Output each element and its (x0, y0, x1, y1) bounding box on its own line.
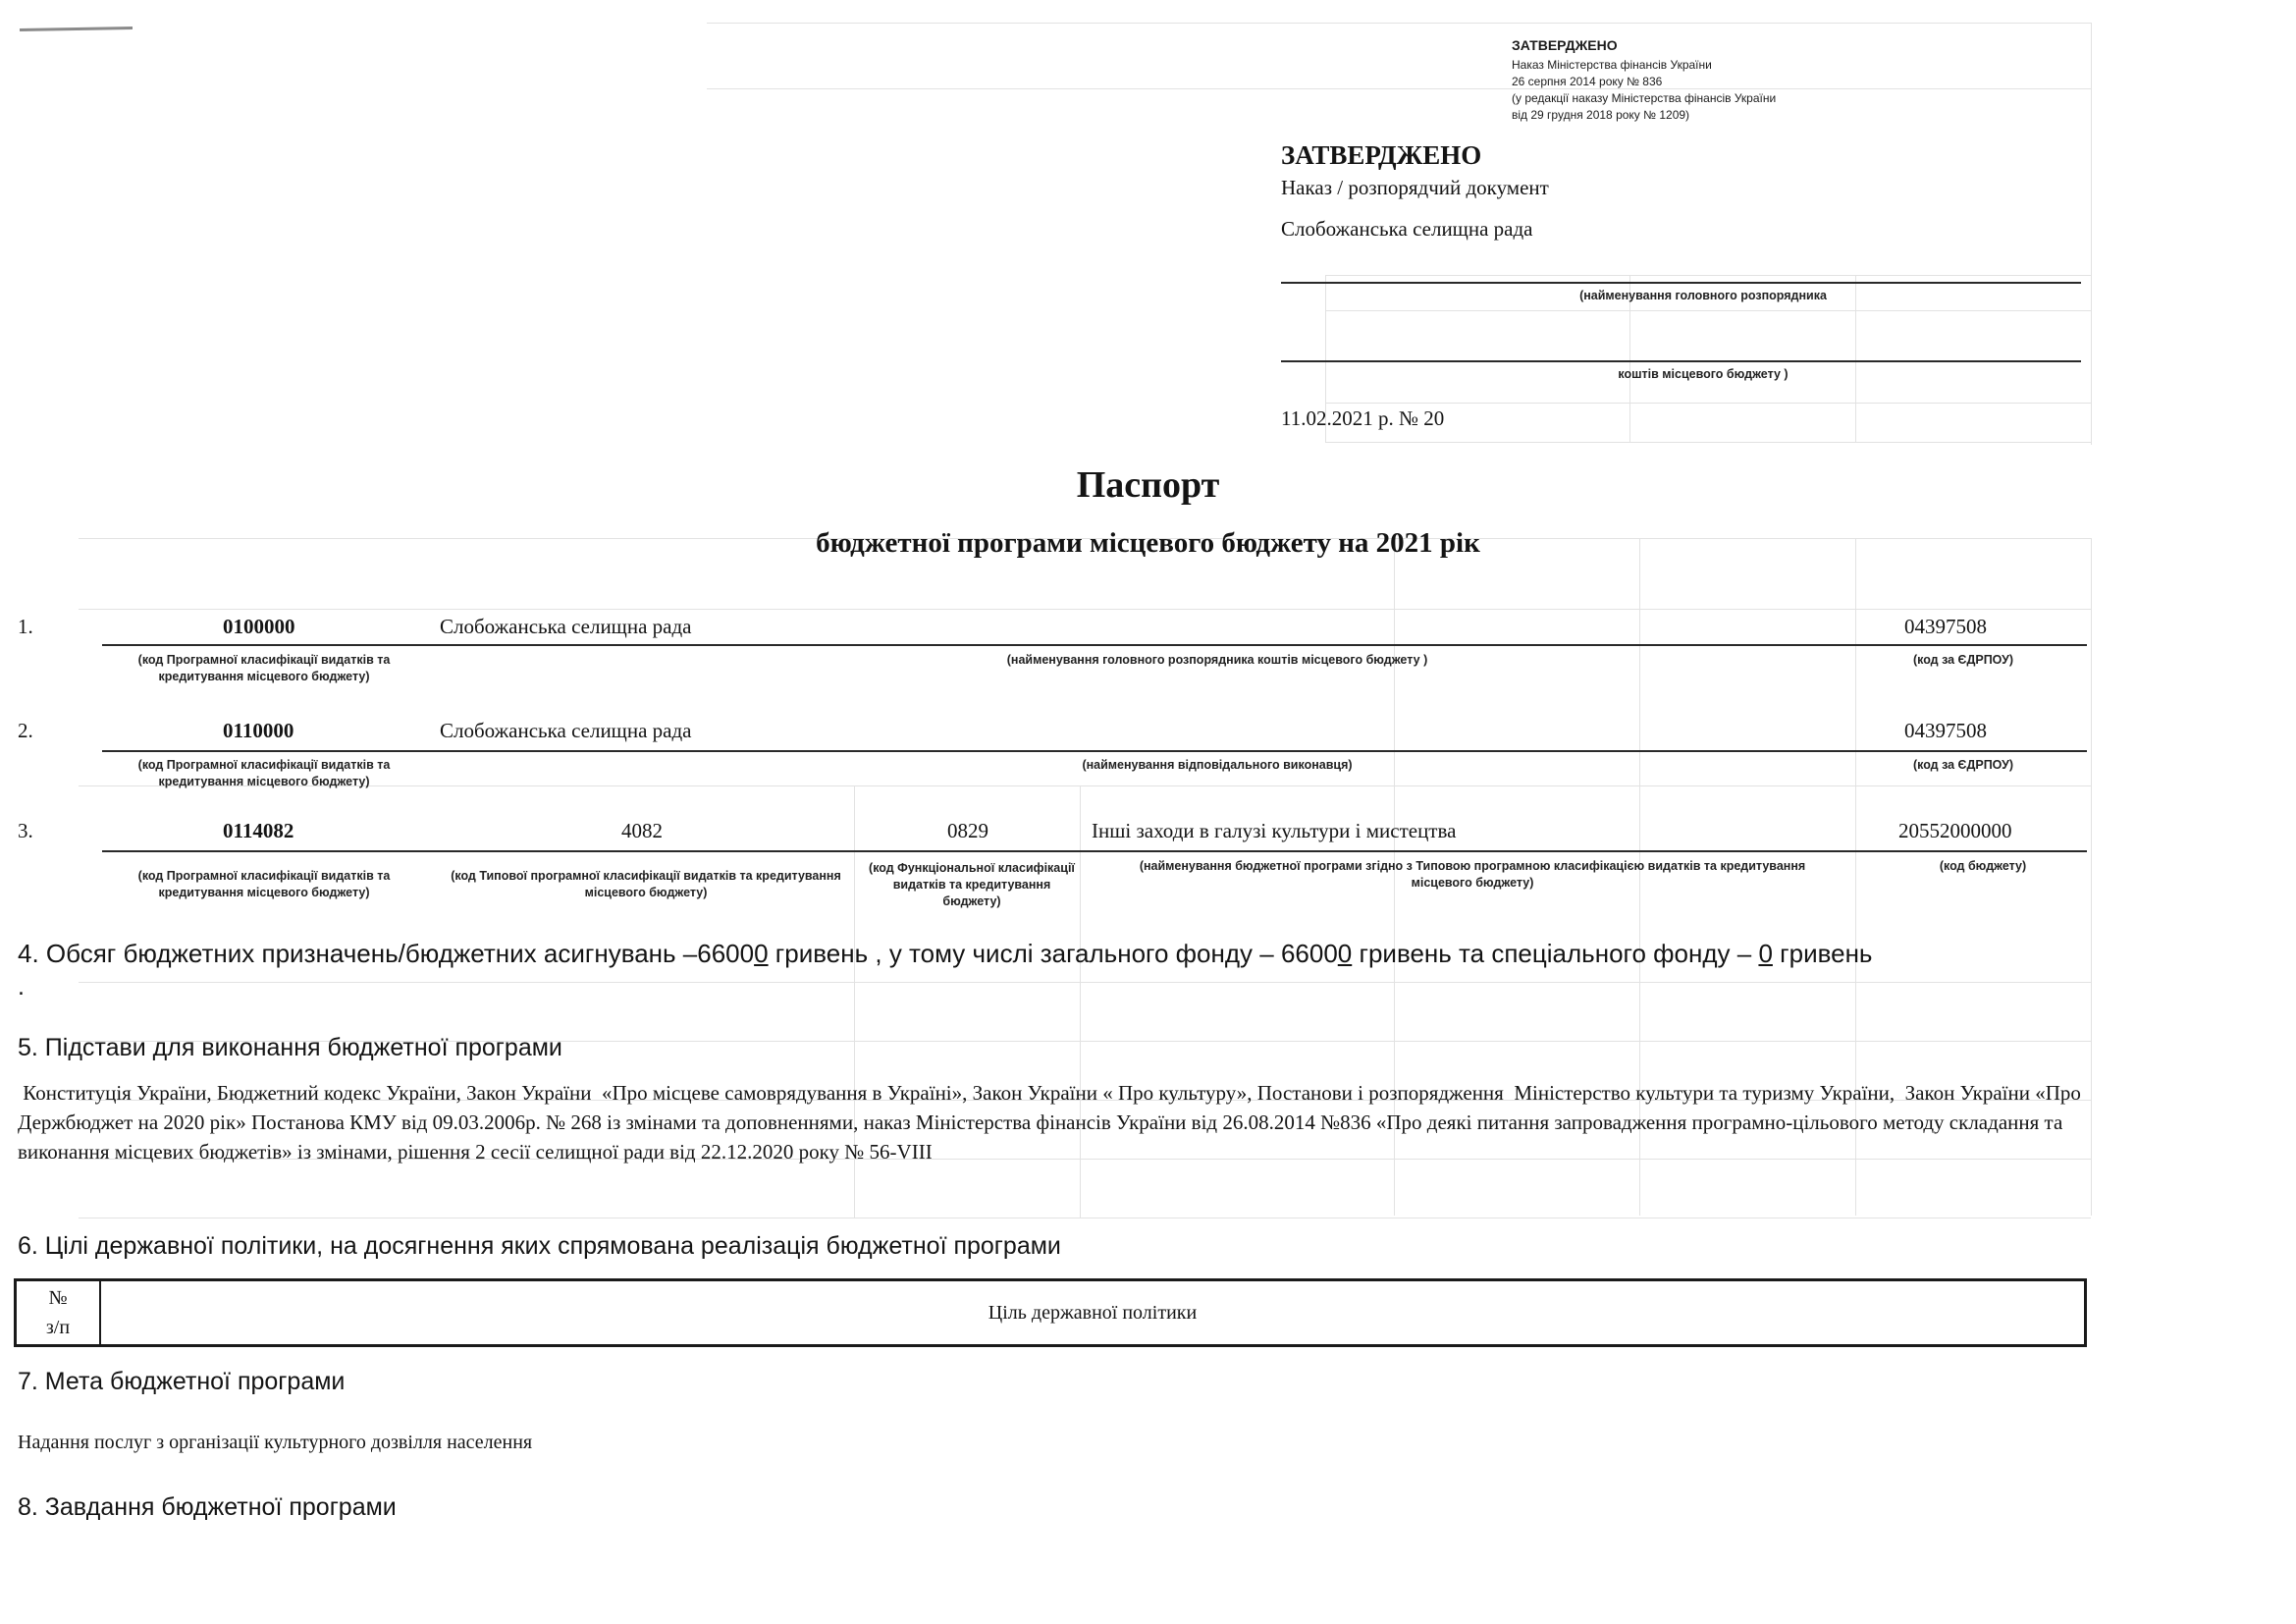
executor-name: Слобожанська селищна рада (440, 719, 692, 742)
approval-authority: Слобожанська селищна рада (1281, 217, 1533, 241)
row-number: 3. (18, 819, 33, 842)
divider-line (1281, 360, 2081, 362)
main-manager-name: Слобожанська селищна рада (440, 615, 692, 638)
approval-date-number: 11.02.2021 р. № 20 (1281, 406, 1445, 430)
budget-code-caption: (код бюджету) (1939, 859, 2027, 873)
program-code-caption: (код Програмної класифікації видатків та кредитування місцевого бюджету) (137, 653, 391, 683)
program-code-caption: (код Програмної класифікації видатків та кредитування місцевого бюджету) (137, 869, 391, 899)
approval-line: 26 серпня 2014 року № 836 (1512, 75, 1663, 88)
program-name-caption: (найменування бюджетної програми згідно з Типовою програмною класифікацією видатків та кредитування місцевого бюджету) (1139, 859, 1806, 890)
program-code: 0100000 (223, 615, 295, 638)
manager-name-caption: (найменування головного розпорядника коштів місцевого бюджету ) (1006, 653, 1428, 667)
functional-code-caption: (код Функціональної класифікації видатків та кредитування бюджету) (869, 861, 1075, 908)
document-subtitle: бюджетної програми місцевого бюджету на 2021 рік (816, 527, 1480, 559)
approval-main-heading: ЗАТВЕРДЖЕНО (1281, 140, 1482, 170)
divider-line (102, 850, 2087, 852)
divider-line (1281, 282, 2081, 284)
section-7-heading: 7. Мета бюджетної програми (18, 1368, 346, 1395)
authority-caption: (найменування головного розпорядника (1579, 289, 1827, 302)
section-7-body: Надання послуг з організації культурного дозвілля населення (18, 1432, 533, 1453)
typical-program-code: 4082 (621, 819, 663, 842)
budget-code: 20552000000 (1898, 819, 2012, 842)
approval-heading: ЗАТВЕРДЖЕНО (1512, 37, 1618, 53)
amount-general-digit: 0 (1337, 939, 1353, 968)
functional-code: 0829 (947, 819, 988, 842)
section-4-text: гривень , у тому числі загального фонду – (768, 939, 1281, 968)
approval-block-ministry (1512, 37, 1865, 124)
program-code: 0114082 (223, 819, 294, 842)
typical-code-caption: (код Типової програмної класифікації видатків та кредитування місцевого бюджету) (451, 869, 841, 899)
section-4-trailing-dot: . (18, 973, 25, 1001)
column-number (16, 1280, 101, 1346)
section-4-text: гривень (1772, 939, 1873, 968)
approval-doc-type: Наказ / розпорядчий документ (1281, 176, 1549, 199)
column-number-label: з/п (45, 1317, 71, 1338)
section-8-heading: 8. Завдання бюджетної програми (18, 1493, 397, 1521)
approval-line: Наказ Міністерства фінансів України (1512, 58, 1712, 72)
row-number: 1. (18, 615, 33, 638)
divider-line (102, 644, 2087, 646)
program-code: 0110000 (223, 719, 294, 742)
approval-block-main (1281, 137, 2081, 244)
amount-special: 0 (1758, 939, 1773, 968)
edrpou-caption: (код за ЄДРПОУ) (1912, 758, 2014, 772)
column-number-label: № (48, 1287, 68, 1309)
edrpou-caption: (код за ЄДРПОУ) (1912, 653, 2014, 667)
section-6-heading: 6. Цілі державної політики, на досягнення яких спрямована реалізація бюджетної програми (18, 1232, 1061, 1260)
row-number: 2. (18, 719, 33, 742)
program-name: Інші заходи в галузі культури і мистецтва (1092, 819, 1457, 842)
funds-caption: коштів місцевого бюджету ) (1618, 367, 1789, 381)
section-5-body: Конституція України, Бюджетний кодекс України, Закон України «Про місцеве самоврядування в Україні», Закон України « Про культуру», Постанови і розпорядження Міністерство культури та туризму України, Закон України «Про Держбюджет на 2020 рік» Постанова КМУ від 09.03.2006р. № 268 із змінами та доповненнями, наказ Міністерства фінансів України від 26.08.2014 №836 «Про деякі питання запровадження програмно-цільового методу складання та виконання місцевих бюджетів» із змінами, рішення 2 сесії селищної ради від 22.12.2020 року № 56-VIII (18, 1081, 2087, 1164)
executor-caption: (найменування відповідального виконавця) (1082, 758, 1353, 772)
document-title: Паспорт (1076, 464, 1220, 506)
divider-line (102, 750, 2087, 752)
section-5-heading: 5. Підстави для виконання бюджетної програми (18, 1034, 562, 1061)
policy-goals-table (14, 1278, 2087, 1347)
section-4-text: гривень та спеціального фонду – (1352, 939, 1759, 968)
section-4-budget-amount (18, 937, 2099, 970)
program-code-caption: (код Програмної класифікації видатків та кредитування місцевого бюджету) (137, 758, 391, 788)
edrpou-code: 04397508 (1904, 719, 1987, 742)
amount-general: 6600 (1280, 939, 1338, 968)
column-goal: Ціль державної політики (100, 1280, 2086, 1346)
approval-line: (у редакції наказу Міністерства фінансів України (1512, 91, 1777, 105)
section-4-text: 4. Обсяг бюджетних призначень/бюджетних асигнувань – (18, 939, 698, 968)
approval-line: від 29 грудня 2018 року № 1209) (1512, 108, 1690, 122)
edrpou-code: 04397508 (1904, 615, 1987, 638)
amount-total: 6600 (697, 939, 755, 968)
amount-total-digit: 0 (754, 939, 769, 968)
scan-corner-mark (20, 27, 133, 31)
table-header-row (16, 1280, 2086, 1346)
